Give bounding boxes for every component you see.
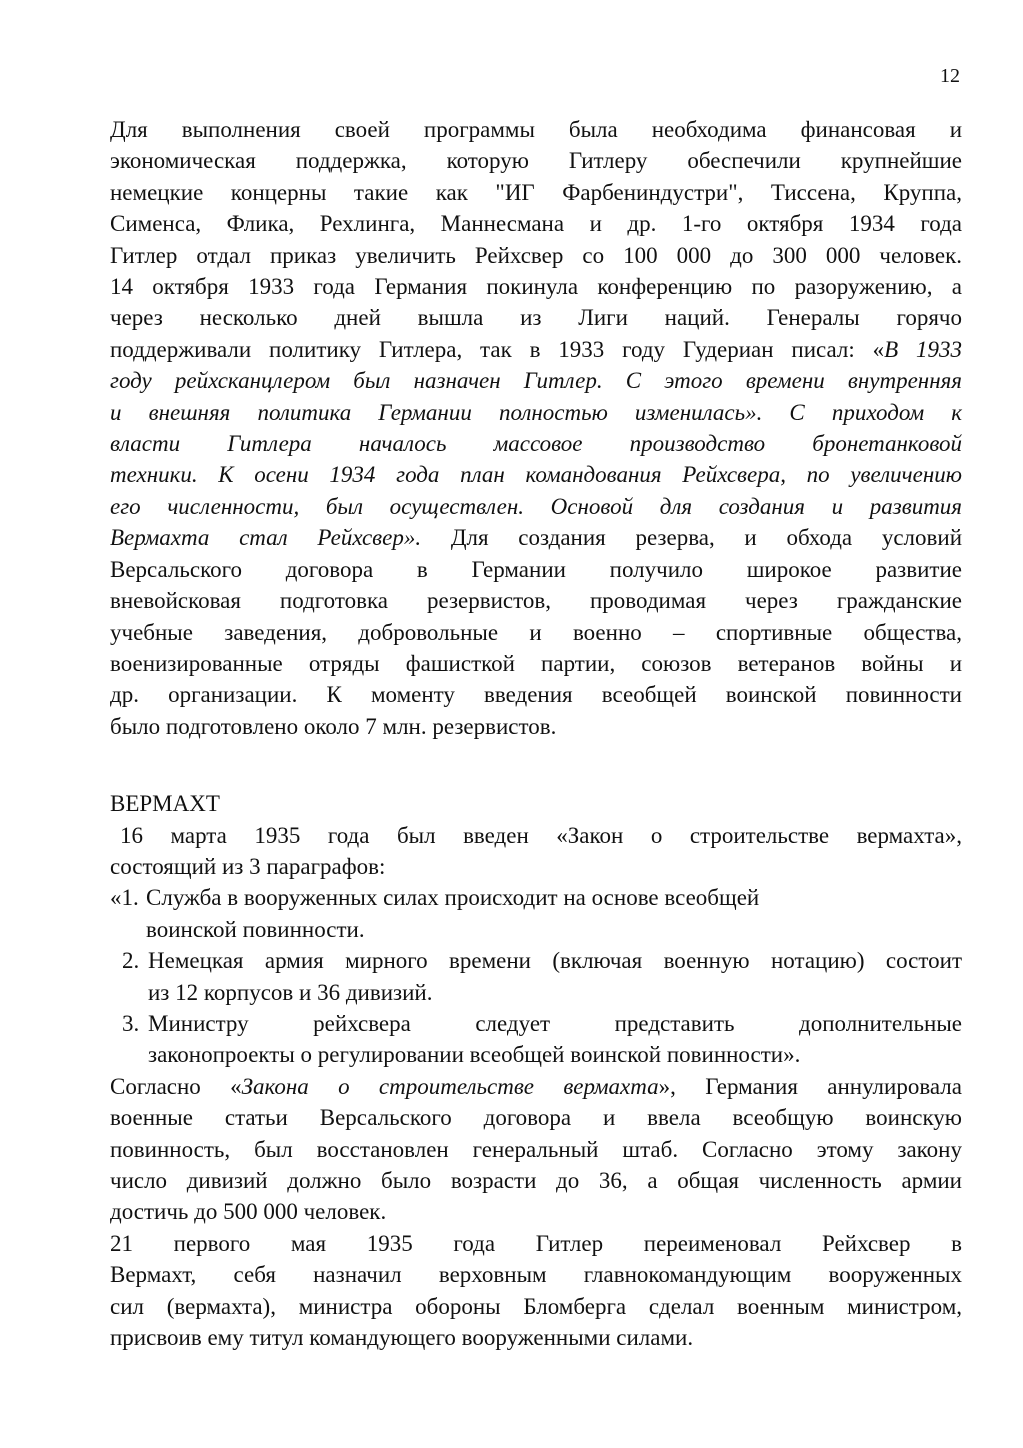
paragraph-financing xyxy=(110,114,962,742)
text-line: состоящий из 3 параграфов: xyxy=(110,853,386,879)
section-heading: ВЕРМАХТ xyxy=(110,791,220,817)
text-line: экономическая поддержка, которую Гитлеру обеспечили крупнейшие xyxy=(110,148,962,174)
text-line: Версальского договора в Германии получило широкое развитие xyxy=(110,556,962,582)
law-title: Закона о строительстве вермахта xyxy=(241,1073,659,1099)
list-item xyxy=(110,1008,962,1071)
text-line: Гитлер отдал приказ увеличить Рейхсвер со 100 000 до 300 000 человек. xyxy=(110,242,962,268)
quote-line: власти Гитлера началось массовое производство бронетанковой xyxy=(110,431,962,457)
list-item xyxy=(110,945,962,1008)
text-line: достичь до 500 000 человек. xyxy=(110,1199,387,1225)
quote-line: и внешняя политика Германии полностью изменилась». С приходом к xyxy=(110,399,962,425)
text-line: 21 первого мая 1935 года Гитлер переименовал Рейхсвер в xyxy=(110,1230,962,1256)
text-line: было подготовлено около 7 млн. резервистов. xyxy=(110,713,557,739)
text-fragment: Для создания резерва, и обхода условий xyxy=(421,525,962,551)
text-line: повинность, был восстановлен генеральный штаб. Согласно этому закону xyxy=(110,1136,962,1162)
paragraph-law-intro xyxy=(110,820,962,883)
list-item-text xyxy=(146,882,962,945)
quote-line: его численности, был осуществлен. Основой для создания и развития xyxy=(110,493,962,519)
text-line: вневойсковая подготовка резервистов, проводимая через гражданские xyxy=(110,588,962,614)
text-line: учебные заведения, добровольные и военно – спортивные общества, xyxy=(110,619,962,645)
text-line: Сименса, Флика, Рехлинга, Маннесмана и др. 1-го октября 1934 года xyxy=(110,211,962,237)
text-fragment: », Германия аннулировала xyxy=(658,1073,962,1099)
text-line xyxy=(110,522,962,553)
list-item-text xyxy=(146,945,962,1008)
quote-line: техники. К осени 1934 года план командования Рейхсвера, по увеличению xyxy=(110,462,962,488)
list-item-text xyxy=(146,1008,962,1071)
text-line: число дивизий должно было возрасти до 36, а общая численность армии xyxy=(110,1168,962,1193)
text-line: Немецкая армия мирного времени (включая военную нотацию) состоит xyxy=(148,948,962,974)
law-paragraph-list xyxy=(110,882,962,1070)
text-line: военные статьи Версальского договора и ввела всеобщую воинскую xyxy=(110,1105,962,1131)
list-number: «1. xyxy=(110,885,139,911)
text-fragment: поддерживали политику Гитлера, так в 1933 году Гудериан писал: « xyxy=(110,336,885,362)
paragraph-law-effects xyxy=(110,1071,962,1228)
text-line: 14 октября 1933 года Германия покинула конференцию по разоружению, а xyxy=(110,274,962,300)
text-line: Для выполнения своей программы была необходима финансовая и xyxy=(110,117,962,142)
text-line: воинской повинности. xyxy=(146,916,365,942)
list-item xyxy=(110,882,962,945)
quote-fragment: В 1933 xyxy=(884,336,962,362)
spacer xyxy=(110,742,962,788)
text-line: Вермахт, себя назначил верховным главнокомандующим вооруженных xyxy=(110,1262,962,1288)
text-line: через несколько дней вышла из Лиги наций. Генералы горячо xyxy=(110,305,962,331)
paragraph-wehrmacht-rename xyxy=(110,1228,962,1354)
list-number: 2. xyxy=(122,948,140,974)
text-line: военизированные отряды фашисткой партии, союзов ветеранов войны и xyxy=(110,650,962,676)
text-line xyxy=(110,334,962,365)
text-line: из 12 корпусов и 36 дивизий. xyxy=(148,979,433,1005)
page-number: 12 xyxy=(940,65,960,87)
list-number: 3. xyxy=(122,1010,140,1036)
quote-fragment: Вермахта стал Рейхсвер». xyxy=(110,525,422,551)
text-line: присвоив ему титул командующего вооруженными силами. xyxy=(110,1325,694,1351)
text-line: др. организации. К моменту введения всеобщей воинской повинности xyxy=(110,682,962,708)
text-line xyxy=(110,1071,962,1102)
text-fragment: Согласно « xyxy=(110,1073,242,1099)
text-line: немецкие концерны такие как "ИГ Фарбениндустри", Тиссена, Круппа, xyxy=(110,179,962,205)
text-line: Служба в вооруженных силах происходит на основе всеобщей xyxy=(146,885,760,911)
text-line: законопроекты о регулировании всеобщей воинской повинности». xyxy=(148,1042,801,1068)
quote-line: году рейхсканцлером был назначен Гитлер. С этого времени внутренняя xyxy=(110,368,962,394)
text-line: Министру рейхсвера следует представить дополнительные xyxy=(148,1010,962,1036)
text-line: сил (вермахта), министра обороны Бломберга сделал военным министром, xyxy=(110,1293,962,1319)
text-line: 16 марта 1935 года был введен «Закон о строительстве вермахта», xyxy=(120,822,962,848)
page-body xyxy=(110,114,962,1353)
